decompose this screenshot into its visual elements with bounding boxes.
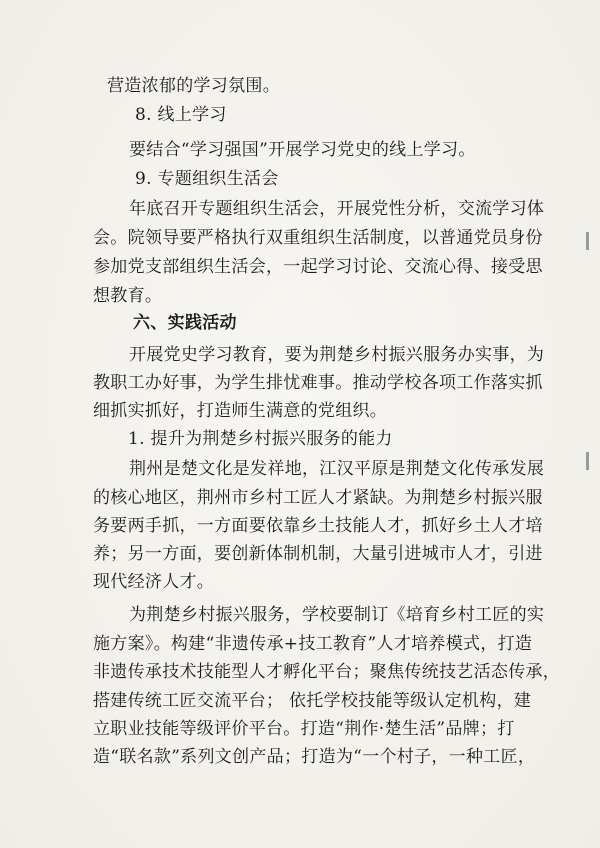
text-line: 现代经济人才。 [93,572,215,592]
text-line: 营造浓郁的学习氛围。 [107,76,280,96]
text-line: 造“联名款”系列文创产品；打造为“一个村子，一种工匠， [93,747,536,767]
text-line: 非遗传承技术技能型人才孵化平台；聚焦传统技艺活态传承， [93,662,561,682]
scan-edge-mark [586,232,589,250]
text-line: 年底召开专题组织生活会，开展党性分析，交流学习体 [129,199,545,219]
subsection-heading: 8. 线上学习 [135,105,227,125]
text-line: 开展党史学习教育，要为荆楚乡村振兴服务办实事，为 [129,345,545,365]
text-line: 想教育。 [93,286,163,306]
text-line: 的核心地区，荆州市乡村工匠人才紧缺。为荆楚乡村振兴服 [93,488,543,508]
text-line: 施方案》。构建“非遗传承+技工教育”人才培养模式，打造 [93,634,533,654]
text-line: 要结合“学习强国”开展学习党史的线上学习。 [129,140,476,160]
text-line: 为荆楚乡村振兴服务，学校要制订《培育乡村工匠的实 [129,605,545,625]
section-heading: 六、实践活动 [133,313,237,333]
text-line: 搭建传统工匠交流平台； 依托学校技能等级认定机构，建 [93,691,532,711]
text-line: 务要两手抓，一方面要依靠乡土技能人才，抓好乡土人才培 [93,516,543,536]
scan-edge-mark [586,452,589,470]
text-line: 细抓实抓好，打造师生满意的党组织。 [93,401,388,421]
subsection-heading: 1. 提升为荆楚乡村振兴服务的能力 [128,429,393,449]
text-line: 立职业技能等级评价平台。打造“荆作·楚生活”品牌；打 [93,719,515,739]
text-line: 养；另一方面，要创新体制机制，大量引进城市人才，引进 [93,544,543,564]
text-line: 教职工办好事，为学生排忧难事。推动学校各项工作落实抓 [93,373,543,393]
text-line: 荆州是楚文化是发祥地，江汉平原是荆楚文化传承发展 [129,459,545,479]
subsection-heading: 9. 专题组织生活会 [135,169,279,189]
text-line: 会。院领导要严格执行双重组织生活制度，以普通党员身份 [93,228,543,248]
text-line: 参加党支部组织生活会，一起学习讨论、交流心得、接受思 [93,257,543,277]
